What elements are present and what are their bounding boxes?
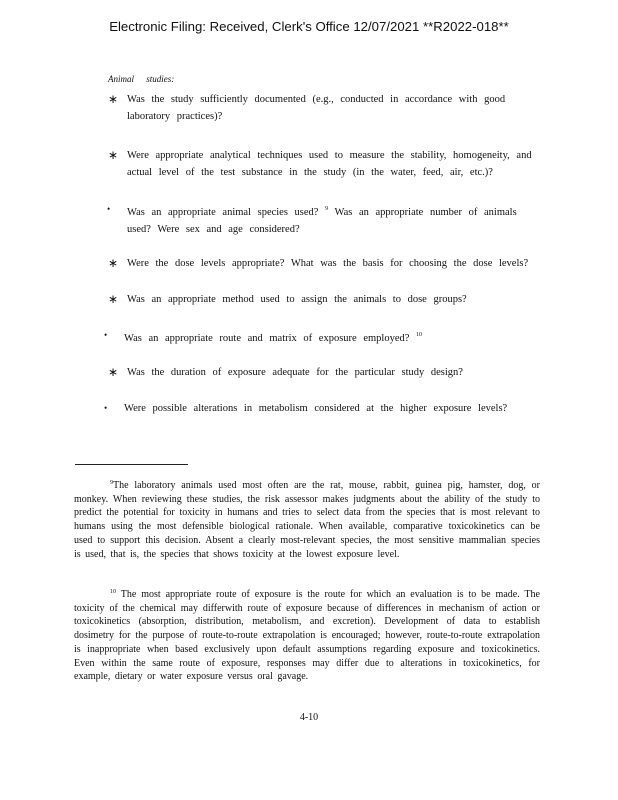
question-text: Was the duration of exposure adequate for the particular study design? <box>127 367 463 378</box>
footnote-ref: 9 <box>325 206 329 212</box>
question-text: Were possible alterations in metabolism considered at the higher exposure levels? <box>124 403 508 414</box>
question-item <box>104 400 544 417</box>
question-text: Were appropriate analytical techniques used to measure the stability, homogeneity, and actual level of the test substance in the study (in the water, feed, air, etc.)? <box>127 150 532 178</box>
question-text: Was the study sufficiently documented (e.g., conducted in accordance with good laboratory practices)? <box>127 94 506 122</box>
dot-bullet-icon: • <box>104 403 108 413</box>
question-text: Was an appropriate method used to assign the animals to dose groups? <box>127 294 467 305</box>
question-text: Were the dose levels appropriate? What was the basis for choosing the dose levels? <box>127 258 529 269</box>
question-item <box>108 91 527 125</box>
dot-bullet-icon: • <box>107 204 111 214</box>
footnote-10 <box>74 586 540 684</box>
question-item <box>108 364 547 381</box>
question-item <box>108 255 547 272</box>
asterisk-bullet-icon: ∗ <box>108 148 119 162</box>
footnote-9 <box>74 477 540 561</box>
asterisk-bullet-icon: ∗ <box>108 92 119 106</box>
asterisk-bullet-icon: ∗ <box>108 292 119 306</box>
question-text: Was an appropriate number of animals used? Were sex and age considered? <box>127 207 517 235</box>
footnote-divider <box>75 464 188 465</box>
dot-bullet-icon: • <box>104 330 108 340</box>
footnote-mark: 9 <box>110 480 113 486</box>
question-item <box>107 201 532 238</box>
question-text: Was an appropriate route and matrix of exposure employed? <box>124 333 410 344</box>
footnote-ref: 10 <box>416 332 423 338</box>
page-number: 4-10 <box>299 712 319 723</box>
footnote-mark: 10 <box>110 589 116 595</box>
filing-stamp-header: Electronic Filing: Received, Clerk's Office 12/07/2021 **R2022-018** <box>109 19 509 34</box>
section-label: Animal studies: <box>108 74 175 84</box>
asterisk-bullet-icon: ∗ <box>108 365 119 379</box>
footnote-text: The most appropriate route of exposure is the route for which an evaluation is to be made. The toxicity of the chemical may differwith route of exposure because of differences in mechanism of action or toxicokinetics (absorption, distribution, metabolism, and excretion). Development of data to establish dosimetry for the purpose of route-to-route extrapolation is encouraged; however, route-to-route extrapolation is inappropriate when based exclusively upon default assumptions regarding exposure and toxicokinetics. Even within the same route of exposure, responses may differ due to alterations in toxicokinetics, for example, dietary or water exposure versus oral gavage. <box>74 589 540 683</box>
question-item <box>104 327 544 347</box>
question-item <box>108 291 547 308</box>
asterisk-bullet-icon: ∗ <box>108 256 119 270</box>
question-item <box>108 147 532 181</box>
question-text: Was an appropriate animal species used? <box>127 207 319 218</box>
footnote-text: The laboratory animals used most often are the rat, mouse, rabbit, guinea pig, hamster, dog, or monkey. When reviewing these studies, the risk assessor makes judgments about the ability of the study to predict the potential for toxicity in humans and tries to select data from the species that is most relevant to humans using the most defensible biological rationale. When available, comparative toxicokinetics can be used to support this decision. Absent a clearly most-relevant species, the most sensitive mammalian species is used, that is, the species that shows toxicity at the lowest exposure level. <box>74 480 540 560</box>
